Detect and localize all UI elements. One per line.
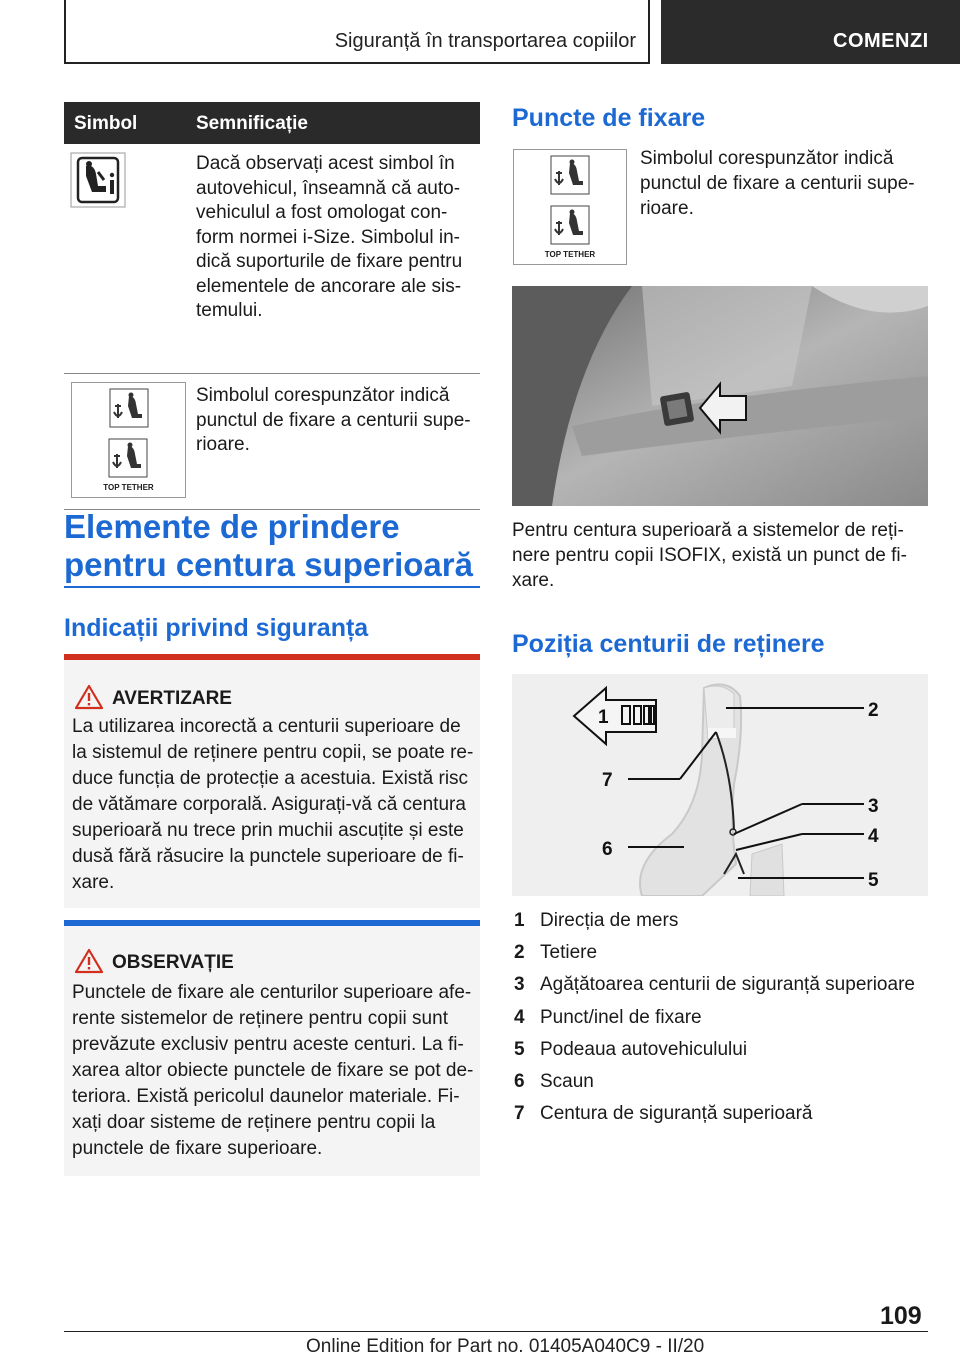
legend-text: Centura de siguranță superioară [540, 1103, 813, 1125]
page-number: 109 [880, 1302, 922, 1330]
legend-number: 7 [514, 1103, 525, 1125]
header-section-title: Siguranță în transportarea copiilor [334, 30, 636, 52]
legend-item [512, 1067, 932, 1099]
belt-position-heading: Poziția centurii de reținere [512, 630, 825, 658]
header-chapter-label: COMENZI [833, 30, 929, 52]
legend-number: 6 [514, 1070, 525, 1092]
heading-underline [64, 586, 480, 588]
header-chapter-tab [661, 0, 960, 64]
anchor-child-seat-icon [108, 438, 148, 478]
diagram-legend [512, 906, 932, 1131]
warning-text: La utilizarea incorectă a centurii superioare de la sistemul de reținere pentru copii, se poate re-duce funcția de protecție a acestuia. Există risc de vătămare corporală. Asigurați-vă că centura superioară nu trece prin muchii ascuțite și este dusă fără răsucire la punctele superioare de fi-xare. [72, 716, 474, 893]
legend-number: 5 [514, 1038, 525, 1060]
svg-text:3: 3 [868, 796, 879, 817]
notice-text: Punctele de fixare ale centurilor superioare afe-rente sistemelor de reținere pentru copii sunt prevăzute exclusiv pentru aceste centuri. La fi-xarea altor obiecte punctele de fixare se pot de-teriora. Există pericolul daunelor materiale. Fi-xați doar sisteme de reținere pentru copii la punctele de fixare superioare. [72, 982, 474, 1159]
isize-child-seat-icon [70, 152, 126, 213]
footer-rule [64, 1331, 928, 1332]
subsection-heading: Indicații privind siguranța [64, 614, 369, 642]
notice-header [64, 948, 480, 986]
anchor-child-seat-icon [109, 388, 149, 428]
notice-bar [64, 920, 480, 926]
warning-bar [64, 654, 480, 660]
photo-caption: Pentru centura superioară a sistemelor de reți-nere pentru copii ISOFIX, există un punct de fi-xare. [512, 520, 907, 591]
svg-text:6: 6 [602, 839, 613, 860]
legend-item [512, 1099, 932, 1131]
anchor-child-seat-icon [550, 205, 590, 245]
top-tether-symbol-box [71, 382, 186, 498]
table-header-symbol: Simbol [74, 113, 138, 134]
warning-triangle-icon [74, 684, 104, 710]
legend-item [512, 938, 932, 970]
symbol-table [64, 102, 480, 510]
table-row [64, 374, 480, 510]
trunk-anchor-photo [512, 286, 928, 506]
legend-number: 2 [514, 942, 525, 964]
top-tether-caption: TOP TETHER [544, 250, 596, 259]
legend-item [512, 970, 932, 1002]
warning-header [64, 684, 480, 722]
legend-number: 4 [514, 1006, 525, 1028]
anchor-description: Simbolul corespunzător indică punctul de fixare a centurii supe-rioare. [640, 148, 915, 219]
svg-text:5: 5 [868, 870, 879, 891]
page-header [0, 0, 960, 64]
top-tether-symbol-box [513, 149, 627, 265]
legend-item [512, 1003, 932, 1035]
legend-text: Punct/inel de fixare [540, 1006, 702, 1028]
header-section-box [64, 0, 650, 64]
svg-text:1: 1 [598, 707, 609, 728]
table-row-text: Simbolul corespunzător indică punctul de fixare a centurii supe-rioare. [196, 385, 471, 455]
notice-box [64, 920, 480, 1176]
anchor-points-heading: Puncte de fixare [512, 104, 706, 132]
section-heading: Elemente de prindere pentru centura superioară [64, 508, 473, 583]
notice-title: OBSERVAȚIE [112, 952, 234, 973]
belt-position-diagram [512, 674, 928, 896]
legend-text: Podeaua autovehiculului [540, 1038, 748, 1060]
legend-item [512, 1035, 932, 1067]
svg-text:7: 7 [602, 770, 613, 791]
table-header-meaning: Semnificație [196, 113, 308, 134]
legend-text: Scaun [540, 1070, 594, 1092]
anchor-child-seat-icon [550, 155, 590, 195]
legend-text: Tetiere [540, 942, 598, 964]
warning-title: AVERTIZARE [112, 688, 232, 709]
table-row [64, 144, 480, 374]
legend-text: Agățătoarea centurii de siguranță superioare [540, 974, 915, 996]
legend-number: 1 [514, 910, 525, 931]
legend-number: 3 [514, 974, 525, 996]
table-header [64, 102, 480, 144]
top-tether-caption: TOP TETHER [103, 483, 154, 492]
notice-triangle-icon [74, 948, 104, 974]
svg-text:4: 4 [868, 826, 879, 847]
legend-item [512, 906, 932, 938]
svg-text:2: 2 [868, 700, 879, 721]
table-row-text: Dacă observați acest simbol în autovehicul, înseamnă că auto-vehiculul a fost omologat con-form normei i-Size. Simbolul in-dică suporturile de fixare pentru elementele de ancorare ale sis-temului. [196, 153, 463, 321]
warning-box [64, 654, 480, 908]
footer-edition: Online Edition for Part no. 01405A040C9 - II/20 [306, 1336, 705, 1357]
legend-text: Direcția de mers [540, 910, 679, 931]
